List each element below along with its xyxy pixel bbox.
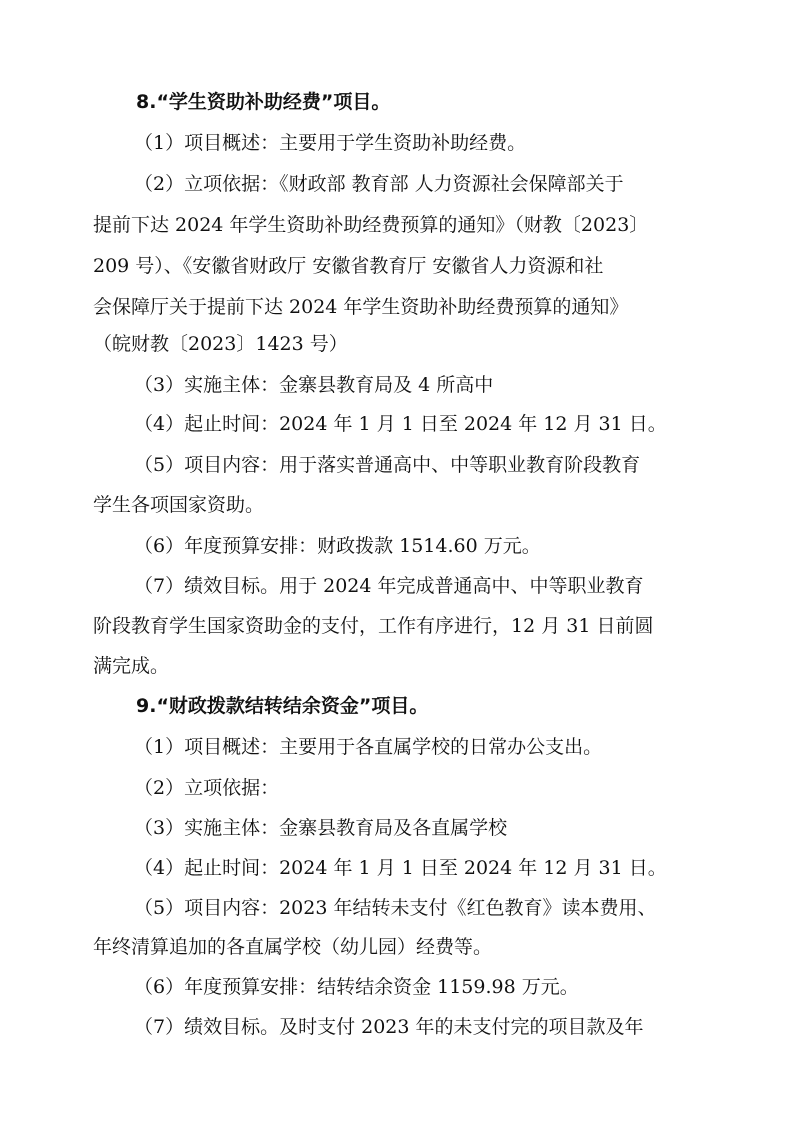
paragraph-line: （7）绩效目标。用于 2024 年完成普通高中、中等职业教育 [134, 575, 644, 597]
paragraph-line: （3）实施主体：金寨县教育局及各直属学校 [134, 817, 508, 839]
paragraph-line: （1）项目概述：主要用于学生资助补助经费。 [134, 132, 527, 154]
paragraph-line: 学生各项国家资助。 [93, 494, 265, 516]
paragraph-line: （5）项目内容：2023 年结转未支付《红色教育》读本费用、 [134, 897, 657, 919]
paragraph-line: （6）年度预算安排：财政拨款 1514.60 万元。 [134, 535, 541, 557]
paragraph-line: （4）起止时间：2024 年 1 月 1 日至 2024 年 12 月 31 日。 [134, 413, 667, 435]
paragraph-line: （3）实施主体：金寨县教育局及 4 所高中 [134, 374, 494, 396]
paragraph-line: （2）立项依据： [134, 777, 280, 799]
section-heading: 8.“学生资助补助经费”项目。 [136, 91, 391, 113]
paragraph-line: （1）项目概述：主要用于各直属学校的日常办公支出。 [134, 736, 603, 758]
paragraph-line: （2）立项依据：《财政部 教育部 人力资源社会保障部关于 [134, 173, 624, 195]
section-heading: 9.“财政拨款结转结余资金”项目。 [136, 695, 429, 717]
paragraph-line: 会保障厅关于提前下达 2024 年学生资助补助经费预算的通知》 [93, 296, 629, 318]
paragraph-line: 满完成。 [93, 655, 170, 677]
paragraph-line: 209 号）、《安徽省财政厅 安徽省教育厅 安徽省人力资源和社 [93, 255, 604, 277]
paragraph-line: （7）绩效目标。及时支付 2023 年的未支付完的项目款及年 [134, 1016, 644, 1038]
paragraph-line: 年终清算追加的各直属学校（幼儿园）经费等。 [93, 936, 493, 958]
paragraph-line: （5）项目内容：用于落实普通高中、中等职业教育阶段教育 [134, 454, 641, 476]
paragraph-line: 提前下达 2024 年学生资助补助经费预算的通知》（财教〔2023〕 [93, 214, 649, 236]
paragraph-line: （6）年度预算安排：结转结余资金 1159.98 万元。 [134, 976, 579, 998]
paragraph-line: （4）起止时间：2024 年 1 月 1 日至 2024 年 12 月 31 日。 [134, 857, 667, 879]
paragraph-line: 阶段教育学生国家资助金的支付，工作有序进行，12 月 31 日前圆 [93, 615, 654, 637]
paragraph-line: （皖财教〔2023〕1423 号） [93, 333, 348, 355]
